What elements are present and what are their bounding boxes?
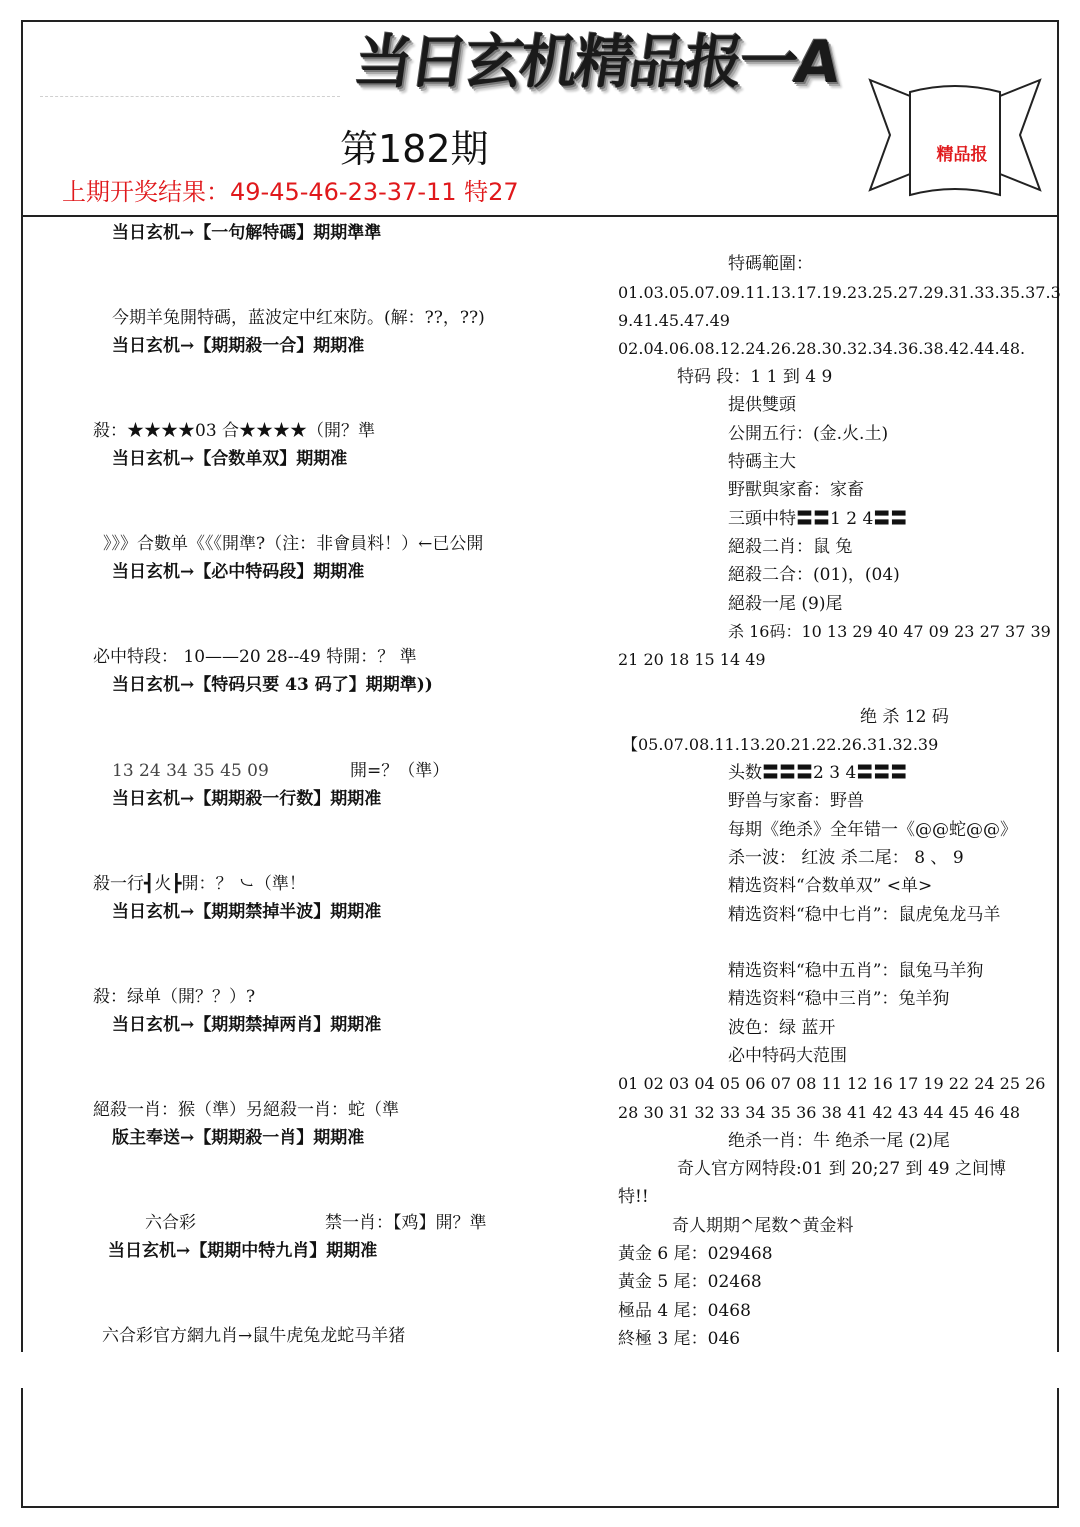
right-line-6: 提供雙頭 — [728, 395, 796, 415]
left-heading-6: 当日玄机→【期期殺一行数】期期准 — [112, 789, 382, 809]
banner-label: 精品报 — [936, 145, 988, 165]
right-line-35: 黃金 5 尾：02468 — [618, 1272, 762, 1292]
left-heading-7: 当日玄机→【期期禁掉半波】期期准 — [112, 902, 382, 922]
left-heading-2: 当日玄机→【期期殺一合】期期准 — [112, 336, 365, 356]
right-line-28: 01 02 03 04 05 06 07 08 11 12 16 17 19 22 24 25 26 — [618, 1074, 1046, 1093]
right-line-8: 特碼主大 — [728, 452, 796, 472]
right-line-4: 02.04.06.08.12.24.26.28.30.32.34.36.38.42.44.48. — [618, 339, 1026, 358]
right-line-29: 28 30 31 32 33 34 35 36 38 41 42 43 44 45 46 48 — [618, 1103, 1021, 1122]
left-text-9: 六合彩 — [145, 1213, 196, 1233]
right-line-19: 野兽与家畜：野兽 — [728, 791, 864, 811]
issue-number: 第182期 — [340, 127, 489, 171]
left-text-5: 13 24 34 35 45 09 — [112, 761, 269, 781]
left-heading-9: 版主奉送→【期期殺一肖】期期准 — [112, 1128, 365, 1148]
right-line-23: 精选资料“稳中七肖”：鼠虎兔龙马羊 — [728, 905, 1001, 925]
right-line-25: 精选资料“稳中三肖”：兔羊狗 — [728, 989, 950, 1009]
left-text-2: 殺：★★★★03 合★★★★（開？準 — [93, 421, 376, 441]
right-line-26: 波色：绿 蓝开 — [728, 1018, 836, 1038]
right-line-3: 9.41.45.47.49 — [618, 311, 730, 330]
left-heading-10: 当日玄机→【期期中特九肖】期期准 — [108, 1241, 378, 1261]
right-line-31: 奇人官方网特段:01 到 20;27 到 49 之间博 — [677, 1159, 1007, 1179]
main-title: 当日玄机精品报一A — [350, 28, 842, 96]
right-line-14: 杀 16码：10 13 29 40 47 09 23 27 37 39 — [728, 622, 1051, 641]
left-heading-5: 当日玄机→【特码只要 43 码了】期期準)) — [112, 675, 433, 695]
right-line-33: 奇人期期^尾数^黄金料 — [672, 1216, 854, 1236]
right-line-7: 公開五行：(金.火.土) — [728, 424, 889, 444]
left-text-10: 六合彩官方網九肖→鼠牛虎兔龙蛇马羊猪 — [102, 1326, 406, 1346]
right-line-1: 特碼範圍： — [728, 254, 813, 274]
right-line-11: 絕殺二肖：鼠 兔 — [728, 537, 853, 557]
right-line-16: 绝 杀 12 码 — [860, 707, 949, 727]
right-line-21: 杀一波： 红波 杀二尾： 8 、 9 — [728, 848, 964, 868]
left-text-5b: 開=？（準） — [350, 761, 450, 781]
left-heading-3: 当日玄机→【合数单双】期期准 — [112, 449, 348, 469]
faint-rule — [40, 96, 340, 97]
left-text-4: 必中特段： 10——20 28--49 特開：？ 準 — [93, 647, 417, 667]
right-line-9: 野獸與家畜：家畜 — [728, 480, 864, 500]
right-line-5: 特码 段：1 1 到 4 9 — [677, 367, 833, 387]
left-text-7: 殺：绿单（開？？）? — [93, 987, 256, 1007]
left-text-1: 今期羊兔開特碼，蓝波定中红來防。(解：??，??) — [112, 308, 485, 328]
left-heading-4: 当日玄机→【必中特码段】期期准 — [112, 562, 365, 582]
right-line-36: 極品 4 尾：0468 — [618, 1301, 751, 1321]
right-line-12: 絕殺二合：(01)，(04) — [728, 565, 900, 585]
right-line-18: 头数〓〓〓2 3 4〓〓〓 — [728, 763, 908, 783]
left-text-6: 殺一行┫火┣開：？ ㇃（準！ — [93, 874, 306, 894]
right-line-27: 必中特码大范围 — [728, 1046, 847, 1066]
left-text-8: 絕殺一肖：猴（準）另絕殺一肖：蛇（準 — [93, 1100, 399, 1120]
scroll-banner-icon — [860, 70, 1050, 205]
last-draw-result: 上期开奖结果：49-45-46-23-37-11 特27 — [62, 178, 519, 206]
right-line-34: 黃金 6 尾：029468 — [618, 1244, 773, 1264]
left-heading-1: 当日玄机→【一句解特碼】期期準準 — [112, 223, 382, 243]
right-line-24: 精选资料“稳中五肖”：鼠兔马羊狗 — [728, 961, 984, 981]
right-line-20: 每期《绝杀》全年错一《@@蛇@@》 — [728, 820, 1017, 840]
right-line-22: 精选资料“合数单双” <单> — [728, 876, 933, 896]
right-line-13: 絕殺一尾 (9)尾 — [728, 594, 843, 614]
right-line-15: 21 20 18 15 14 49 — [618, 650, 766, 669]
left-text-9b: 禁一肖：【鸡】開？準 — [325, 1213, 487, 1233]
left-text-3: 》》》合數单《《《開準?（注：非會員料！）←已公開 — [103, 534, 484, 554]
right-line-30: 绝杀一肖：牛 绝杀一尾 (2)尾 — [728, 1131, 950, 1151]
left-heading-8: 当日玄机→【期期禁掉两肖】期期准 — [112, 1015, 382, 1035]
right-line-10: 三頭中特〓〓1 2 4〓〓 — [728, 509, 908, 529]
right-line-17: 【05.07.08.11.13.20.21.22.26.31.32.39 — [622, 735, 939, 754]
right-line-32: 特!! — [618, 1187, 649, 1207]
frame-break — [10, 1352, 1070, 1388]
right-line-2: 01.03.05.07.09.11.13.17.19.23.25.27.29.31.33.35.37.3 — [618, 283, 1061, 302]
right-line-37: 終極 3 尾：046 — [618, 1329, 741, 1349]
header-divider — [21, 215, 1059, 217]
